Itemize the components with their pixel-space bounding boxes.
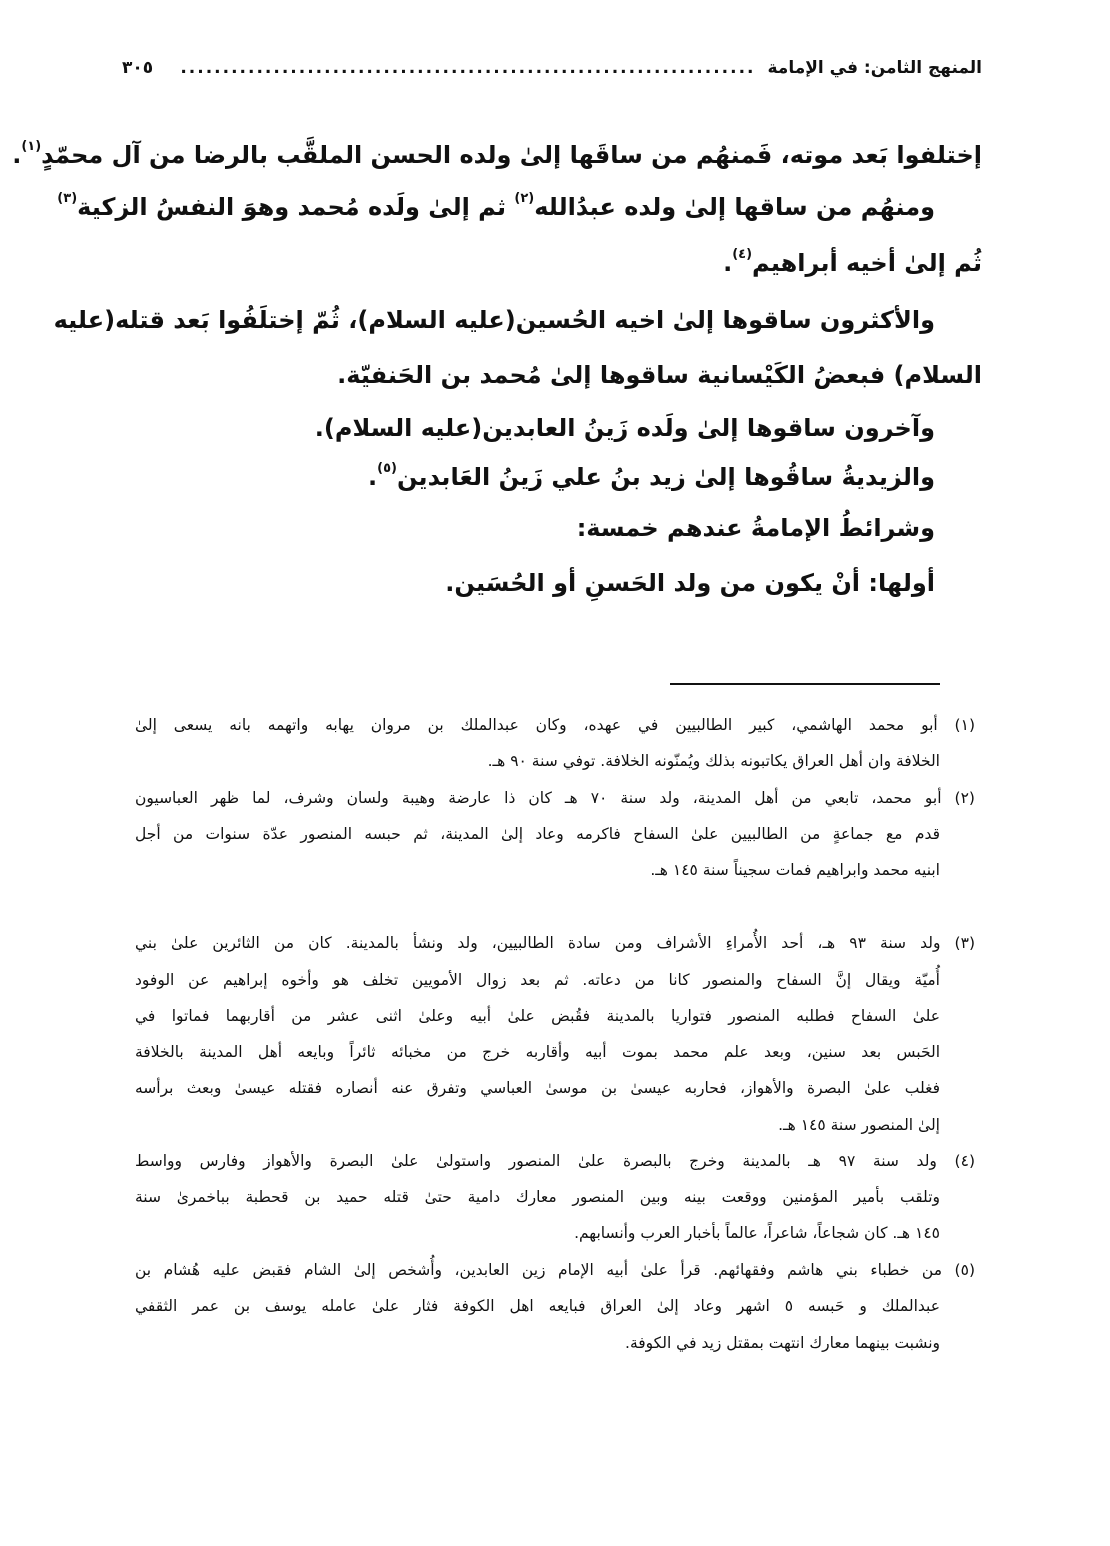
page-number: ٣٠٥ — [122, 58, 154, 78]
body-line-2 — [57, 187, 935, 227]
footnote-ref-5[interactable]: (٥) — [377, 461, 397, 476]
body-text: والزيديةُ ساقُوها إلىٰ زيد بنُ علي زَينُ العَابدين — [396, 463, 935, 491]
body-line-1 — [12, 135, 982, 175]
footnote-3-line: فغلب علىٰ البصرة والأهواز، فحاربه عيسىٰ بن موسىٰ العباسي وتفرق عنه أنصاره فقتله عيسىٰ وبعث برأسه — [135, 1079, 940, 1097]
footnote-3-line: إلىٰ المنصور سنة ١٤٥ هـ. — [778, 1116, 940, 1134]
body-text: إختلفوا بَعد موته، فَمنهُم من ساقَها إلىٰ ولده الحسن الملقَّب بالرضا من آل محمّدٍ — [41, 141, 982, 169]
footnote-4-line: (٤) ولد سنة ٩٧ هـ بالمدينة وخرج بالبصرة علىٰ المنصور واستولىٰ علىٰ البصرة والأهواز وفارس وواسط — [135, 1152, 975, 1170]
footnote-3-line: علىٰ السفاح فطلبه المنصور فتواريا بالمدينة فقُبض علىٰ أبيه وعلىٰ اثنى عشر من أقاربهما فماتوا في — [135, 1007, 940, 1025]
body-line-7 — [368, 457, 935, 497]
header-title: المنهج الثامن: في الإمامة — [767, 58, 982, 78]
footnote-2-line: قدم مع جماعةٍ من الطالبيين علىٰ السفاح فاكرمه وعاد إلىٰ المدينة، ثم حبسه المنصور عدّة سنوات من أجل — [135, 825, 940, 843]
footnote-2-line: (٢) أبو محمد، تابعي من أهل المدينة، ولد سنة ٧٠ هـ كان ذا عارضة وهيبة ولسان وشرف، لما ظهر العباسيون — [135, 789, 975, 807]
footnote-3-line: أُميّة ويقال إنَّ السفاح والمنصور كانا من دعاته. ثم بعد زوال الأمويين تخلف هو وأخوه إبراهيم عن الوفود — [135, 971, 940, 989]
footnote-4-line: وتلقب بأمير المؤمنين ووقعت بينه وبين المنصور معارك دامية حتىٰ قتله حميد بن قحطبة بباخمرىٰ سنة — [135, 1188, 940, 1206]
body-line-8: وشرائطُ الإمامةُ عندهم خمسة: — [576, 514, 935, 542]
condition-label: أولها: — [868, 569, 935, 597]
body-text: . — [367, 463, 378, 491]
body-text: ثم إلىٰ ولَده مُحمد وهوَ النفسُ الزكية — [77, 193, 515, 221]
running-header — [122, 58, 982, 78]
footnote-3-line: الحَبس بعد سنين، وبعد علم محمد بموت أبيه وأقاربه خرج من مخبائه ثائراً وبايعه أهل المدينة بالخلافة — [135, 1043, 940, 1061]
body-line-3 — [723, 243, 982, 283]
footnote-1-line: (١) أبو محمد الهاشمي، كبير الطالبيين في عهده، وكان عبدالملك بن مروان يهابه واتهمه بانه يسعى إلىٰ — [135, 716, 975, 734]
footnote-2-line: ابنيه محمد وابراهيم فمات سجيناً سنة ١٤٥ هـ. — [650, 861, 940, 879]
body-text: . — [12, 141, 22, 169]
body-line-9 — [445, 563, 935, 603]
footnote-1-line: الخلافة وان أهل العراق يكاتبونه بذلك ويُمنّونه الخلافة. توفي سنة ٩٠ هـ. — [487, 752, 940, 770]
body-line-5: السلام) فبعضُ الكَيْسانية ساقوها إلىٰ مُحمد بن الحَنفيّة. — [337, 361, 982, 389]
body-line-6: وآخرون ساقوها إلىٰ ولَده زَينُ العابدين(عليه السلام). — [314, 414, 935, 442]
footnote-5-line: عبدالملك و حَبسه ٥ اشهر وعاد إلىٰ العراق فبايعه اهل الكوفة فثار علىٰ عامله يوسف بن عمر الثقفي — [135, 1297, 940, 1315]
footnote-ref-2[interactable]: (٢) — [514, 191, 535, 206]
footnote-3-line: (٣) ولد سنة ٩٣ هـ، أحد الأُمراءِ الأشراف ومن سادة الطالبيين، ولد ونشأ بالمدينة. كان من الثائرين علىٰ بني — [135, 934, 975, 952]
body-line-4: والأكثرون ساقوها إلىٰ اخيه الحُسين(عليه السلام)، ثُمّ إختلَفُوا بَعد قتله(عليه — [53, 306, 935, 334]
body-text: ومنهُم من ساقها إلىٰ ولده عبدُالله — [534, 193, 935, 221]
body-text: . — [723, 249, 733, 277]
body-text: ثُم إلىٰ أخيه أبراهيم — [752, 249, 982, 277]
footnote-5-line: (٥) من خطباء بني هاشم وفقهائهم. قرأ علىٰ أبيه الإمام زين العابدين، وأُشخص إلىٰ الشام فقبض عليه هُشام بن — [135, 1261, 975, 1279]
body-text: أنْ يكون من ولد الحَسنِ أو الحُسَين. — [445, 569, 869, 597]
footnote-ref-3[interactable]: (٣) — [57, 191, 78, 206]
footnote-5-line: ونشبت بينهما معارك انتهت بمقتل زيد في الكوفة. — [625, 1334, 940, 1352]
footnote-separator — [670, 683, 940, 685]
footnote-4-line: ١٤٥ هـ. كان شجاعاً، شاعراً، عالماً بأخبار العرب وأنسابهم. — [574, 1224, 940, 1242]
header-leader-dots: .................................................................... — [180, 58, 756, 78]
footnote-ref-1[interactable]: (١) — [21, 139, 42, 154]
footnote-ref-4[interactable]: (٤) — [732, 247, 753, 262]
